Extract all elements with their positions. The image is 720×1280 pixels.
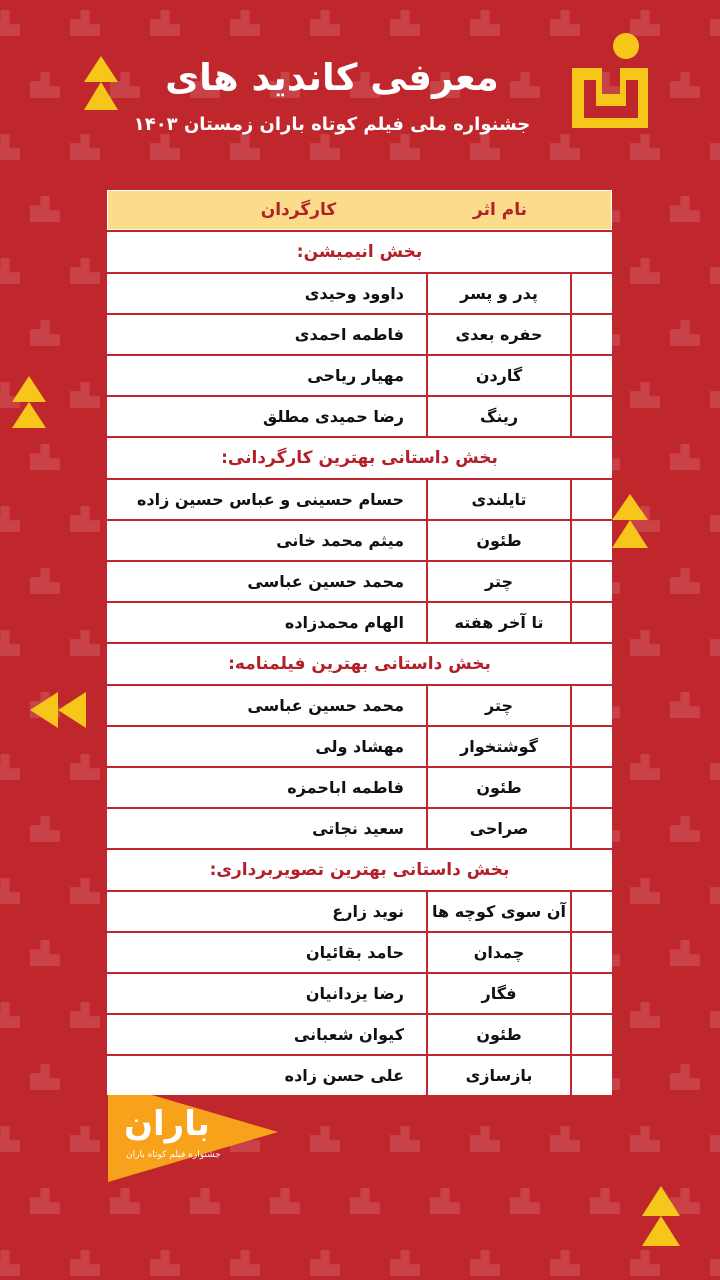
- pattern-tile: [30, 940, 60, 966]
- pattern-tile: [0, 10, 20, 36]
- pattern-tile: [630, 382, 660, 408]
- row-index-cell: [570, 480, 612, 519]
- pattern-tile: [430, 1188, 460, 1214]
- director-cell: میثم محمد خانی: [276, 531, 404, 550]
- pattern-tile: [390, 1250, 420, 1276]
- pattern-tile: [150, 10, 180, 36]
- pattern-tile: [630, 1002, 660, 1028]
- work-title-cell: فگار: [426, 974, 570, 1013]
- work-title-cell: چمدان: [426, 933, 570, 972]
- table-row: [107, 562, 612, 601]
- pattern-tile: [230, 10, 260, 36]
- pattern-tile: [0, 258, 20, 284]
- rewind-deco-icon: [30, 692, 86, 728]
- pattern-tile: [550, 134, 580, 160]
- pattern-tile: [30, 816, 60, 842]
- pattern-tile: [710, 754, 720, 780]
- pattern-tile: [310, 1250, 340, 1276]
- pattern-tile: [70, 878, 100, 904]
- pattern-tile: [30, 196, 60, 222]
- work-title-cell: طئون: [426, 521, 570, 560]
- pattern-tile: [710, 134, 720, 160]
- section-heading: بخش داستانی بهترین کارگردانی:: [107, 438, 612, 478]
- triangle-deco-icon: [612, 494, 648, 548]
- work-title-cell: گاردن: [426, 356, 570, 395]
- director-cell: علی حسن زاده: [284, 1066, 404, 1085]
- pattern-tile: [550, 1126, 580, 1152]
- footer-logo: [108, 1082, 278, 1182]
- pattern-tile: [0, 1250, 20, 1276]
- pattern-tile: [390, 1126, 420, 1152]
- row-index-cell: [570, 603, 612, 642]
- pattern-tile: [670, 196, 700, 222]
- pattern-tile: [390, 10, 420, 36]
- row-index-cell: [570, 1015, 612, 1054]
- pattern-tile: [710, 630, 720, 656]
- triangle-deco-icon: [642, 1186, 680, 1246]
- pattern-tile: [70, 10, 100, 36]
- table-row: [107, 809, 612, 848]
- pattern-tile: [670, 72, 700, 98]
- row-index-cell: [570, 727, 612, 766]
- pattern-tile: [630, 1126, 660, 1152]
- director-cell: فاطمه اباحمزه: [287, 778, 404, 797]
- row-index-cell: [570, 562, 612, 601]
- pattern-tile: [630, 630, 660, 656]
- work-title-cell: طئون: [426, 768, 570, 807]
- director-cell: رضا حمیدی مطلق: [263, 407, 404, 426]
- table-row: [107, 397, 612, 436]
- work-title-cell: تایلندی: [426, 480, 570, 519]
- pattern-tile: [590, 1188, 620, 1214]
- row-index-cell: [570, 356, 612, 395]
- pattern-tile: [70, 630, 100, 656]
- pattern-tile: [630, 258, 660, 284]
- pattern-tile: [230, 134, 260, 160]
- pattern-tile: [30, 444, 60, 470]
- pattern-tile: [70, 1250, 100, 1276]
- work-title-cell: حفره بعدی: [426, 315, 570, 354]
- section-heading: بخش داستانی بهترین فیلمنامه:: [107, 644, 612, 684]
- pattern-tile: [310, 10, 340, 36]
- candidates-table: [107, 190, 612, 1095]
- pattern-tile: [0, 506, 20, 532]
- column-header-title: نام اثر: [473, 200, 527, 220]
- pattern-tile: [390, 134, 420, 160]
- pattern-tile: [670, 940, 700, 966]
- table-row: [107, 315, 612, 354]
- pattern-tile: [510, 1188, 540, 1214]
- festival-logo-mark: [572, 32, 648, 128]
- work-title-cell: تا آخر هفته: [426, 603, 570, 642]
- pattern-tile: [0, 878, 20, 904]
- row-index-cell: [570, 686, 612, 725]
- director-cell: کیوان شعبانی: [293, 1025, 404, 1044]
- pattern-tile: [470, 1250, 500, 1276]
- pattern-tile: [30, 1188, 60, 1214]
- row-index-cell: [570, 397, 612, 436]
- pattern-tile: [310, 1126, 340, 1152]
- table-row: [107, 892, 612, 931]
- pattern-tile: [670, 568, 700, 594]
- director-cell: حسام حسینی و عباس حسین زاده: [136, 490, 404, 509]
- row-index-cell: [570, 768, 612, 807]
- pattern-tile: [630, 1250, 660, 1276]
- work-title-cell: طئون: [426, 1015, 570, 1054]
- pattern-tile: [470, 1126, 500, 1152]
- pattern-tile: [0, 754, 20, 780]
- pattern-tile: [630, 878, 660, 904]
- pattern-tile: [0, 1126, 20, 1152]
- section-heading: بخش داستانی بهترین تصویربرداری:: [107, 850, 612, 890]
- table-row: [107, 686, 612, 725]
- column-header-director: کارگردان: [260, 200, 337, 220]
- table-row: [107, 1056, 612, 1095]
- director-cell: محمد حسین عباسی: [247, 572, 404, 591]
- pattern-tile: [630, 134, 660, 160]
- director-cell: سعید نجاتی: [312, 819, 404, 838]
- pattern-tile: [670, 1064, 700, 1090]
- pattern-tile: [0, 630, 20, 656]
- pattern-tile: [70, 754, 100, 780]
- work-title-cell: پدر و پسر: [426, 274, 570, 313]
- pattern-tile: [710, 1002, 720, 1028]
- table-row: [107, 727, 612, 766]
- pattern-tile: [30, 1064, 60, 1090]
- pattern-tile: [150, 134, 180, 160]
- pattern-tile: [350, 1188, 380, 1214]
- director-cell: مهشاد ولی: [315, 737, 404, 756]
- director-cell: مهیار ریاحی: [307, 366, 404, 385]
- pattern-tile: [670, 816, 700, 842]
- pattern-tile: [710, 382, 720, 408]
- table-row: [107, 521, 612, 560]
- pattern-tile: [70, 1126, 100, 1152]
- pattern-tile: [70, 506, 100, 532]
- triangle-deco-icon: [84, 56, 118, 110]
- work-title-cell: بازسازی: [426, 1056, 570, 1095]
- row-index-cell: [570, 1056, 612, 1095]
- table-header-row: [107, 190, 612, 230]
- work-title-cell: گوشتخوار: [426, 727, 570, 766]
- table-row: [107, 603, 612, 642]
- pattern-tile: [710, 10, 720, 36]
- pattern-tile: [270, 1188, 300, 1214]
- page-subtitle: جشنواره ملی فیلم کوتاه باران زمستان ۱۴۰۳: [133, 114, 531, 135]
- pattern-tile: [190, 1188, 220, 1214]
- pattern-tile: [710, 258, 720, 284]
- pattern-tile: [670, 692, 700, 718]
- work-title-cell: صراحی: [426, 809, 570, 848]
- pattern-tile: [470, 10, 500, 36]
- table-row: [107, 974, 612, 1013]
- director-cell: نوید زارع: [332, 902, 404, 921]
- row-index-cell: [570, 315, 612, 354]
- table-row: [107, 768, 612, 807]
- director-cell: رضا یزدانیان: [305, 984, 404, 1003]
- triangle-deco-icon: [12, 376, 46, 428]
- work-title-cell: چتر: [426, 562, 570, 601]
- pattern-tile: [710, 1126, 720, 1152]
- page-title: معرفی کاندید های: [165, 56, 499, 99]
- pattern-tile: [470, 134, 500, 160]
- pattern-tile: [710, 506, 720, 532]
- pattern-tile: [550, 1250, 580, 1276]
- row-index-cell: [570, 974, 612, 1013]
- pattern-tile: [230, 1250, 260, 1276]
- director-cell: حامد بقائیان: [306, 943, 404, 962]
- pattern-tile: [150, 1250, 180, 1276]
- pattern-tile: [670, 444, 700, 470]
- pattern-tile: [70, 134, 100, 160]
- row-index-cell: [570, 892, 612, 931]
- pattern-tile: [710, 1250, 720, 1276]
- director-cell: الهام محمدزاده: [284, 613, 404, 632]
- pattern-tile: [110, 1188, 140, 1214]
- work-title-cell: رینگ: [426, 397, 570, 436]
- pattern-tile: [710, 878, 720, 904]
- director-cell: داوود وحیدی: [304, 284, 404, 303]
- pattern-tile: [630, 754, 660, 780]
- pattern-tile: [70, 1002, 100, 1028]
- pattern-tile: [70, 382, 100, 408]
- table-body: [107, 232, 612, 1095]
- table-row: [107, 274, 612, 313]
- pattern-tile: [30, 320, 60, 346]
- pattern-tile: [670, 320, 700, 346]
- row-index-cell: [570, 521, 612, 560]
- section-heading: بخش انیمیشن:: [107, 232, 612, 272]
- table-row: [107, 933, 612, 972]
- table-row: [107, 480, 612, 519]
- table-row: [107, 356, 612, 395]
- pattern-tile: [0, 134, 20, 160]
- row-index-cell: [570, 933, 612, 972]
- director-cell: محمد حسین عباسی: [247, 696, 404, 715]
- table-row: [107, 1015, 612, 1054]
- footer-logo-word: باران: [124, 1104, 210, 1144]
- row-index-cell: [570, 809, 612, 848]
- pattern-tile: [0, 1002, 20, 1028]
- pattern-tile: [310, 134, 340, 160]
- director-cell: فاطمه احمدی: [294, 325, 404, 344]
- row-index-cell: [570, 274, 612, 313]
- work-title-cell: چتر: [426, 686, 570, 725]
- pattern-tile: [30, 568, 60, 594]
- footer-logo-tagline: جشنواره فیلم کوتاه باران: [126, 1150, 221, 1160]
- pattern-tile: [30, 72, 60, 98]
- pattern-tile: [70, 258, 100, 284]
- work-title-cell: آن سوی کوچه ها: [426, 892, 570, 931]
